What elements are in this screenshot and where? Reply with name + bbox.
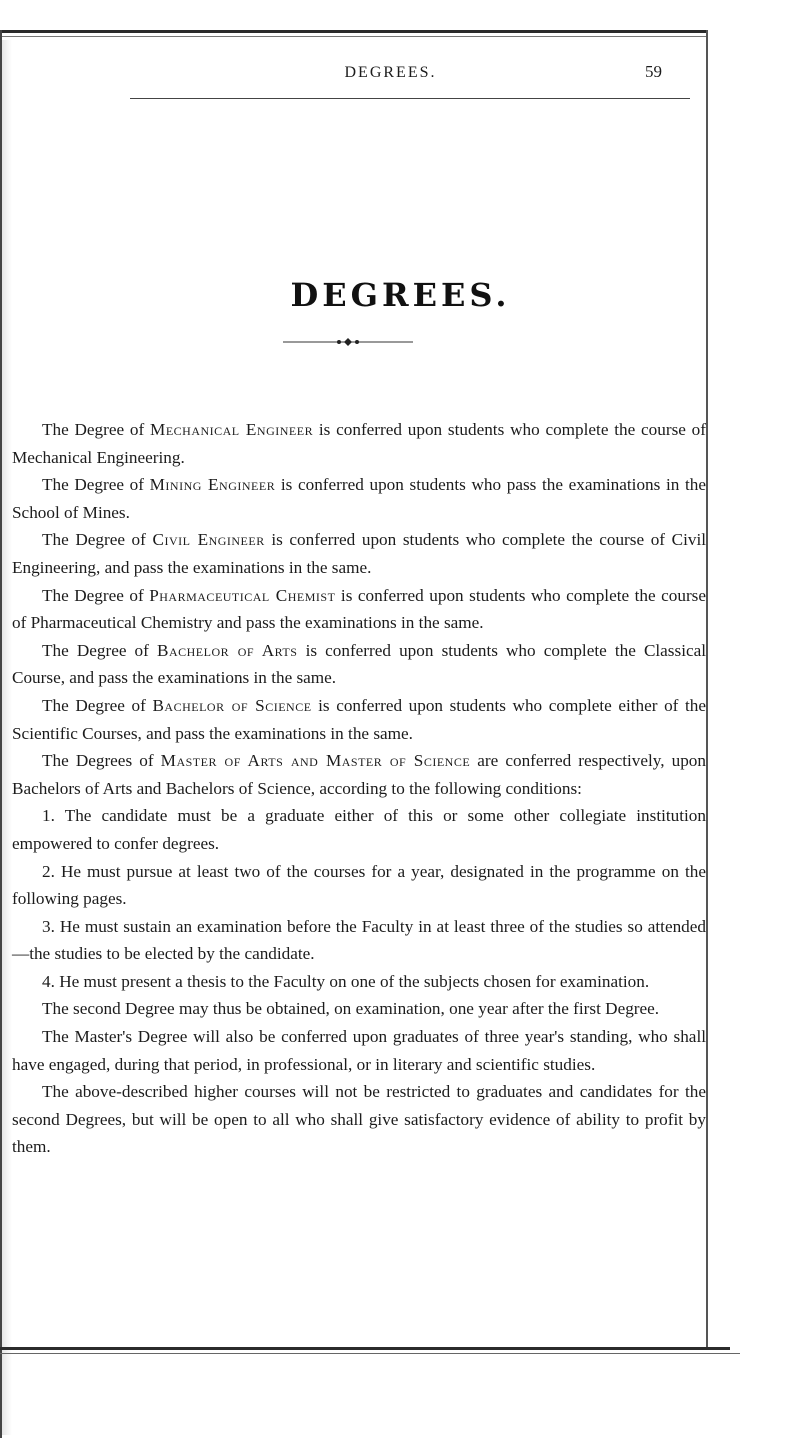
page-edge-shadow: [2, 40, 12, 1435]
paragraph: [12, 747, 706, 802]
paragraph-text: The Master's Degree will also be conferred upon graduates of three year's standing, who shall have engaged, during that period, in professional, or in literary and scientific studies.: [12, 1027, 706, 1074]
degree-name: Pharmaceutical Chemist: [149, 585, 336, 605]
header-rule: [130, 98, 690, 99]
paragraph-text: The Degree of: [42, 585, 150, 605]
paragraph: [12, 913, 706, 968]
paragraph-text: 4. He must present a thesis to the Faculty on one of the subjects chosen for examination.: [42, 971, 650, 991]
paragraph-text: is conferred upon students who complete the course of Mechanical Engineering.: [12, 420, 706, 467]
paragraph: [12, 416, 706, 471]
paragraph-text: The Degrees of: [42, 751, 161, 771]
paragraph-text: is conferred upon students who complete the course of Pharmaceutical Chemistry and pass the examinations in the same.: [12, 585, 706, 633]
page-border-left: [0, 30, 2, 1438]
paragraph-text: The Degree of: [42, 420, 151, 439]
paragraph: [12, 1078, 706, 1161]
degree-name: Mechanical Engineer: [150, 420, 314, 439]
paragraph-text: 1. The candidate must be a graduate either of this or some other collegiate institution empowered to confer degrees.: [12, 806, 706, 853]
paragraph-text: is conferred upon students who complete either of the Scientific Courses, and pass the examinations in the same.: [12, 695, 706, 743]
degree-name: Civil Engineer: [152, 530, 265, 550]
paragraph-text: The Degree of: [42, 475, 150, 495]
paragraph: [12, 858, 706, 913]
degree-name: Bachelor of Arts: [157, 640, 298, 660]
degree-name: Bachelor of Science: [152, 695, 312, 715]
paragraph: [12, 582, 706, 637]
page-title: DEGREES.: [290, 276, 511, 314]
page-border-top-inner: [0, 36, 708, 37]
paragraph-text: is conferred upon students who complete the Classical Course, and pass the examinations in the same.: [12, 640, 706, 688]
paragraph: [12, 995, 706, 1023]
paragraph-text: are conferred respectively, upon Bachelors of Arts and Bachelors of Science, according to the following conditions:: [12, 751, 706, 798]
page-border-top: [0, 30, 708, 33]
paragraph-text: The Degree of: [42, 640, 157, 660]
body-text: [12, 416, 706, 1161]
running-header: [0, 64, 801, 82]
page-number: 59: [645, 62, 662, 81]
paragraph: [12, 637, 706, 692]
paragraph: [12, 1023, 706, 1078]
page-border-bottom-inner: [0, 1353, 740, 1354]
paragraph-text: The Degree of: [42, 530, 153, 550]
paragraph-text: The Degree of: [42, 695, 153, 715]
paragraph-text: is conferred upon students who complete the course of Civil Engineering, and pass the examinations in the same.: [12, 530, 707, 577]
page-border-bottom: [0, 1347, 730, 1350]
paragraph-text: 3. He must sustain an examination before the Faculty in at least three of the studies so attended—the studies to be elected by the candidate.: [12, 916, 706, 964]
page-border-right: [706, 30, 708, 1350]
paragraph-text: The second Degree may thus be obtained, on examination, one year after the first Degree.: [42, 999, 660, 1019]
paragraph-text: The above-described higher courses will not be restricted to graduates and candidates for the second Degrees, but will be open to all who shall give satisfactory evidence of ability to profit by them.: [12, 1082, 706, 1157]
ornament-rule-icon: [283, 335, 413, 349]
paragraph-text: 2. He must pursue at least two of the courses for a year, designated in the programme on the following pages.: [12, 861, 706, 909]
paragraph: [12, 692, 706, 747]
paragraph-text: is conferred upon students who pass the examinations in the School of Mines.: [12, 475, 706, 522]
paragraph: [12, 526, 706, 581]
degree-name: Mining Engineer: [149, 475, 276, 495]
paragraph: [12, 968, 706, 996]
degree-name: Master of Arts and Master of Science: [160, 751, 471, 771]
running-title: DEGREES.: [344, 64, 437, 81]
paragraph: [12, 802, 706, 857]
paragraph: [12, 471, 706, 526]
